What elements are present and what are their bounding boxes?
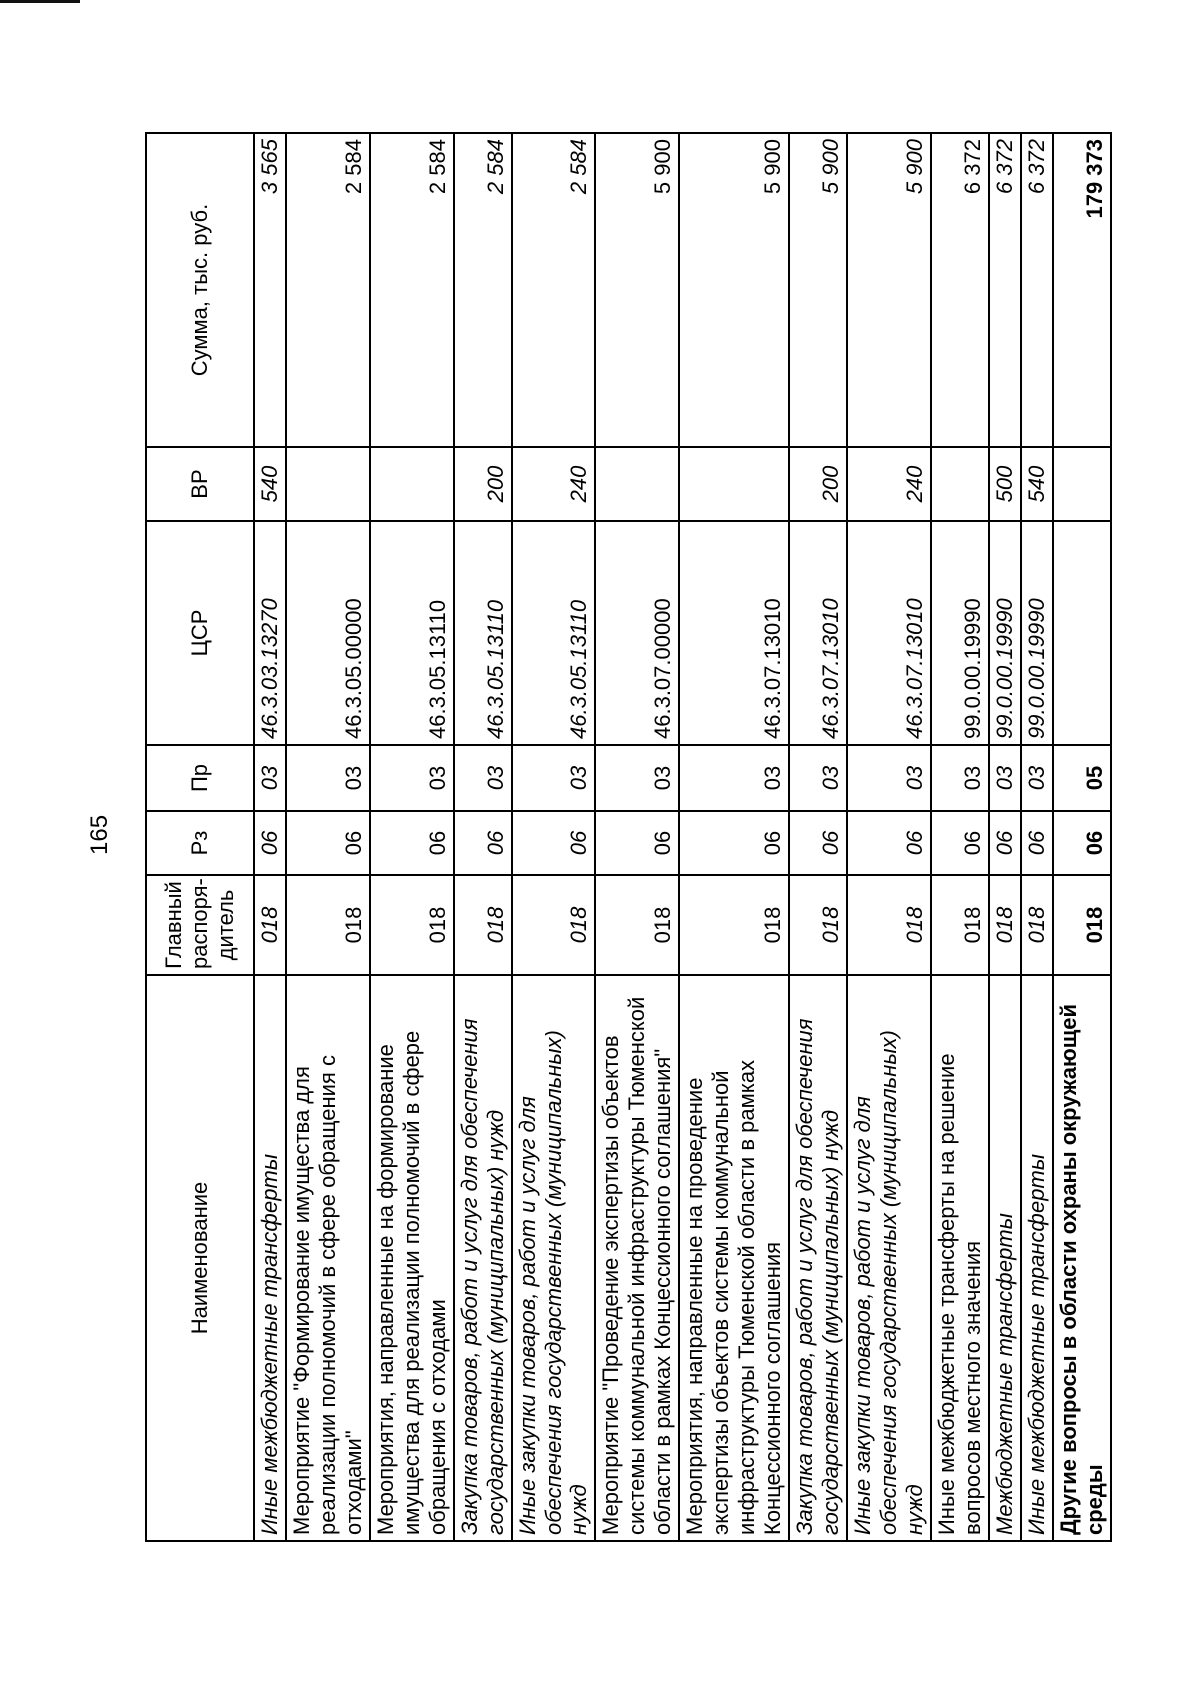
- cell-grbs: 018: [931, 875, 989, 975]
- header-rz: Рз: [146, 811, 254, 875]
- cell-sum: 5 900: [679, 133, 789, 447]
- cell-vr: 240: [512, 447, 596, 521]
- cell-rz: 06: [286, 811, 370, 875]
- cell-csr: 46.3.07.00000: [595, 521, 679, 745]
- table-row: [679, 133, 789, 1541]
- cell-csr: 46.3.05.13110: [370, 521, 454, 745]
- cell-pr: 03: [1021, 745, 1053, 811]
- cell-pr: 03: [679, 745, 789, 811]
- header-grbs: Главный распоря- дитель: [146, 875, 254, 975]
- table-row: [370, 133, 454, 1541]
- cell-vr: 540: [1021, 447, 1053, 521]
- table-row: [512, 133, 596, 1541]
- cell-pr: 03: [512, 745, 596, 811]
- cell-rz: 06: [454, 811, 512, 875]
- cell-rz: 06: [1021, 811, 1053, 875]
- cell-grbs: 018: [254, 875, 286, 975]
- cell-grbs: 018: [989, 875, 1021, 975]
- table-row: [254, 133, 286, 1541]
- cell-name: Межбюджетные трансферты: [989, 975, 1021, 1541]
- cell-sum: 2 584: [370, 133, 454, 447]
- cell-name: Закупка товаров, работ и услуг для обеспечения государственных (муниципальных) нужд: [454, 975, 512, 1541]
- budget-table: [145, 132, 1112, 1542]
- cell-grbs: 018: [1053, 875, 1111, 975]
- cell-grbs: 018: [595, 875, 679, 975]
- cell-csr: [1053, 521, 1111, 745]
- table-row: [847, 133, 931, 1541]
- cell-rz: 06: [989, 811, 1021, 875]
- table-row: [595, 133, 679, 1541]
- table-row: [454, 133, 512, 1541]
- cell-rz: 06: [847, 811, 931, 875]
- cell-csr: 46.3.07.13010: [679, 521, 789, 745]
- cell-csr: 99.0.00.19990: [1021, 521, 1053, 745]
- cell-rz: 06: [679, 811, 789, 875]
- cell-name: Иные закупки товаров, работ и услуг для обеспечения государственных (муниципальных) нужд: [512, 975, 596, 1541]
- cell-rz: 06: [254, 811, 286, 875]
- cell-name: Мероприятия, направленные на проведение экспертизы объектов системы коммунальной инфраструктуры Тюменской области в рамках Концессионного соглашения: [679, 975, 789, 1541]
- scan-edge-mark: [0, 0, 80, 3]
- cell-pr: 03: [989, 745, 1021, 811]
- cell-name: Иные межбюджетные трансферты: [1021, 975, 1053, 1541]
- cell-csr: 99.0.00.19990: [931, 521, 989, 745]
- cell-sum: 5 900: [595, 133, 679, 447]
- cell-grbs: 018: [286, 875, 370, 975]
- cell-vr: [679, 447, 789, 521]
- cell-vr: 500: [989, 447, 1021, 521]
- cell-vr: [286, 447, 370, 521]
- cell-rz: 06: [595, 811, 679, 875]
- cell-sum: 5 900: [789, 133, 847, 447]
- header-name: Наименование: [146, 975, 254, 1541]
- cell-name: Мероприятие "Проведение экспертизы объектов системы коммунальной инфраструктуры Тюменской области в рамках Концессионного соглашения": [595, 975, 679, 1541]
- cell-sum: 3 565: [254, 133, 286, 447]
- cell-pr: 03: [286, 745, 370, 811]
- cell-rz: 06: [370, 811, 454, 875]
- cell-vr: [1053, 447, 1111, 521]
- cell-vr: 540: [254, 447, 286, 521]
- cell-pr: 03: [595, 745, 679, 811]
- cell-csr: 46.3.07.13010: [789, 521, 847, 745]
- cell-csr: 46.3.03.13270: [254, 521, 286, 745]
- cell-sum: 2 584: [454, 133, 512, 447]
- cell-pr: 03: [931, 745, 989, 811]
- header-row: [146, 133, 254, 1541]
- cell-rz: 06: [1053, 811, 1111, 875]
- cell-vr: 240: [847, 447, 931, 521]
- cell-pr: 03: [847, 745, 931, 811]
- cell-grbs: 018: [679, 875, 789, 975]
- cell-vr: [931, 447, 989, 521]
- cell-pr: 03: [454, 745, 512, 811]
- rotated-table-container: [145, 134, 1107, 1542]
- cell-rz: 06: [931, 811, 989, 875]
- cell-name: Иные межбюджетные трансферты на решение вопросов местного значения: [931, 975, 989, 1541]
- cell-sum: 2 584: [286, 133, 370, 447]
- table-row: [989, 133, 1021, 1541]
- cell-pr: 03: [254, 745, 286, 811]
- cell-sum: 6 372: [931, 133, 989, 447]
- header-pr: Пр: [146, 745, 254, 811]
- cell-rz: 06: [512, 811, 596, 875]
- cell-pr: 03: [370, 745, 454, 811]
- cell-name: Иные закупки товаров, работ и услуг для обеспечения государственных (муниципальных) нужд: [847, 975, 931, 1541]
- cell-grbs: 018: [1021, 875, 1053, 975]
- cell-grbs: 018: [512, 875, 596, 975]
- cell-vr: 200: [789, 447, 847, 521]
- cell-sum: 179 373: [1053, 133, 1111, 447]
- cell-csr: 46.3.07.13010: [847, 521, 931, 745]
- header-sum: Сумма, тыс. руб.: [146, 133, 254, 447]
- cell-rz: 06: [789, 811, 847, 875]
- table-total-row: [1053, 133, 1111, 1541]
- cell-csr: 46.3.05.00000: [286, 521, 370, 745]
- cell-vr: [595, 447, 679, 521]
- cell-name: Закупка товаров, работ и услуг для обеспечения государственных (муниципальных) нужд: [789, 975, 847, 1541]
- cell-csr: 99.0.00.19990: [989, 521, 1021, 745]
- cell-vr: 200: [454, 447, 512, 521]
- cell-name: Другие вопросы в области охраны окружающей среды: [1053, 975, 1111, 1541]
- cell-grbs: 018: [847, 875, 931, 975]
- cell-vr: [370, 447, 454, 521]
- cell-name: Мероприятия, направленные на формирование имущества для реализации полномочий в сфере обращения с отходами: [370, 975, 454, 1541]
- cell-pr: 03: [789, 745, 847, 811]
- table-row: [789, 133, 847, 1541]
- cell-csr: 46.3.05.13110: [454, 521, 512, 745]
- cell-grbs: 018: [454, 875, 512, 975]
- table-row: [931, 133, 989, 1541]
- table-row: [286, 133, 370, 1541]
- cell-csr: 46.3.05.13110: [512, 521, 596, 745]
- cell-grbs: 018: [789, 875, 847, 975]
- page-number: 165: [86, 814, 113, 855]
- header-csr: ЦСР: [146, 521, 254, 745]
- table-row: [1021, 133, 1053, 1541]
- cell-grbs: 018: [370, 875, 454, 975]
- cell-sum: 5 900: [847, 133, 931, 447]
- cell-name: Мероприятие "Формирование имущества для реализации полномочий в сфере обращения с отходами": [286, 975, 370, 1541]
- cell-sum: 6 372: [989, 133, 1021, 447]
- cell-pr: 05: [1053, 745, 1111, 811]
- cell-sum: 2 584: [512, 133, 596, 447]
- header-vr: ВР: [146, 447, 254, 521]
- cell-name: Иные межбюджетные трансферты: [254, 975, 286, 1541]
- cell-sum: 6 372: [1021, 133, 1053, 447]
